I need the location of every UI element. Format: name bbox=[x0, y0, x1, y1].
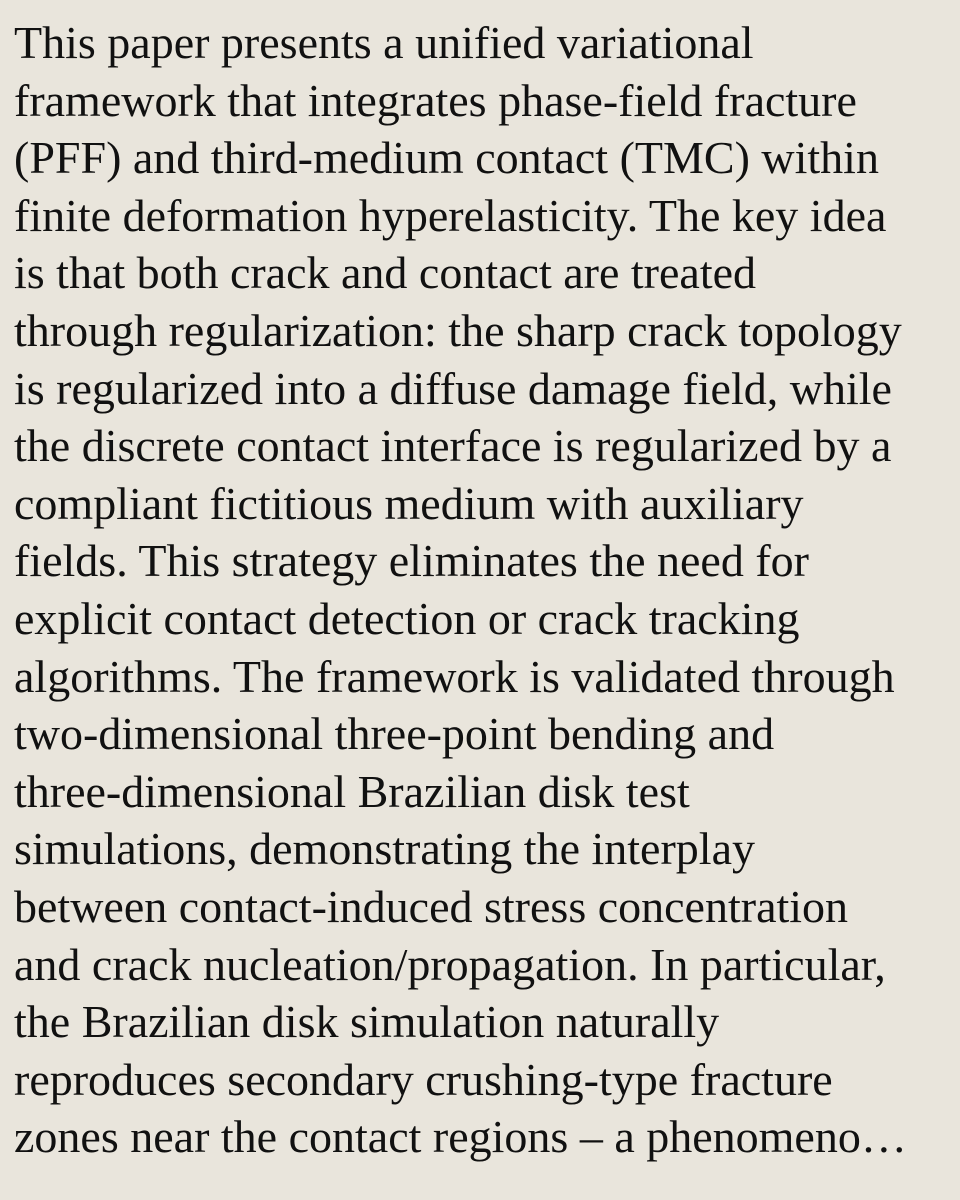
abstract-line: the Brazilian disk simulation naturally bbox=[14, 996, 720, 1048]
abstract-line: explicit contact detection or crack tracking bbox=[14, 592, 800, 644]
abstract-line: two-dimensional three-point bending and bbox=[14, 708, 775, 760]
abstract-line: compliant fictitious medium with auxiliary bbox=[14, 477, 804, 529]
abstract-line: and crack nucleation/propagation. In particular, bbox=[14, 938, 886, 990]
abstract-line: reproduces secondary crushing-type fracture bbox=[14, 1053, 833, 1105]
abstract-line: zones near the contact regions – a phenomeno… bbox=[14, 1111, 907, 1163]
abstract-line: (PFF) and third-medium contact (TMC) within bbox=[14, 132, 879, 184]
abstract-line: finite deformation hyperelasticity. The key idea bbox=[14, 189, 887, 241]
abstract-text bbox=[14, 14, 954, 1166]
abstract-line: simulations, demonstrating the interplay bbox=[14, 823, 755, 875]
abstract-line: framework that integrates phase-field fracture bbox=[14, 74, 857, 126]
abstract-line: three-dimensional Brazilian disk test bbox=[14, 765, 690, 817]
abstract-line: through regularization: the sharp crack topology bbox=[14, 304, 902, 356]
abstract-line: is regularized into a diffuse damage field, while bbox=[14, 362, 892, 414]
abstract-line: algorithms. The framework is validated through bbox=[14, 650, 895, 702]
abstract-line: the discrete contact interface is regularized by a bbox=[14, 420, 892, 472]
abstract-line: fields. This strategy eliminates the need for bbox=[14, 535, 809, 587]
abstract-line: This paper presents a unified variational bbox=[14, 17, 754, 68]
abstract-line: is that both crack and contact are treated bbox=[14, 247, 757, 299]
abstract-line: between contact-induced stress concentration bbox=[14, 880, 849, 932]
